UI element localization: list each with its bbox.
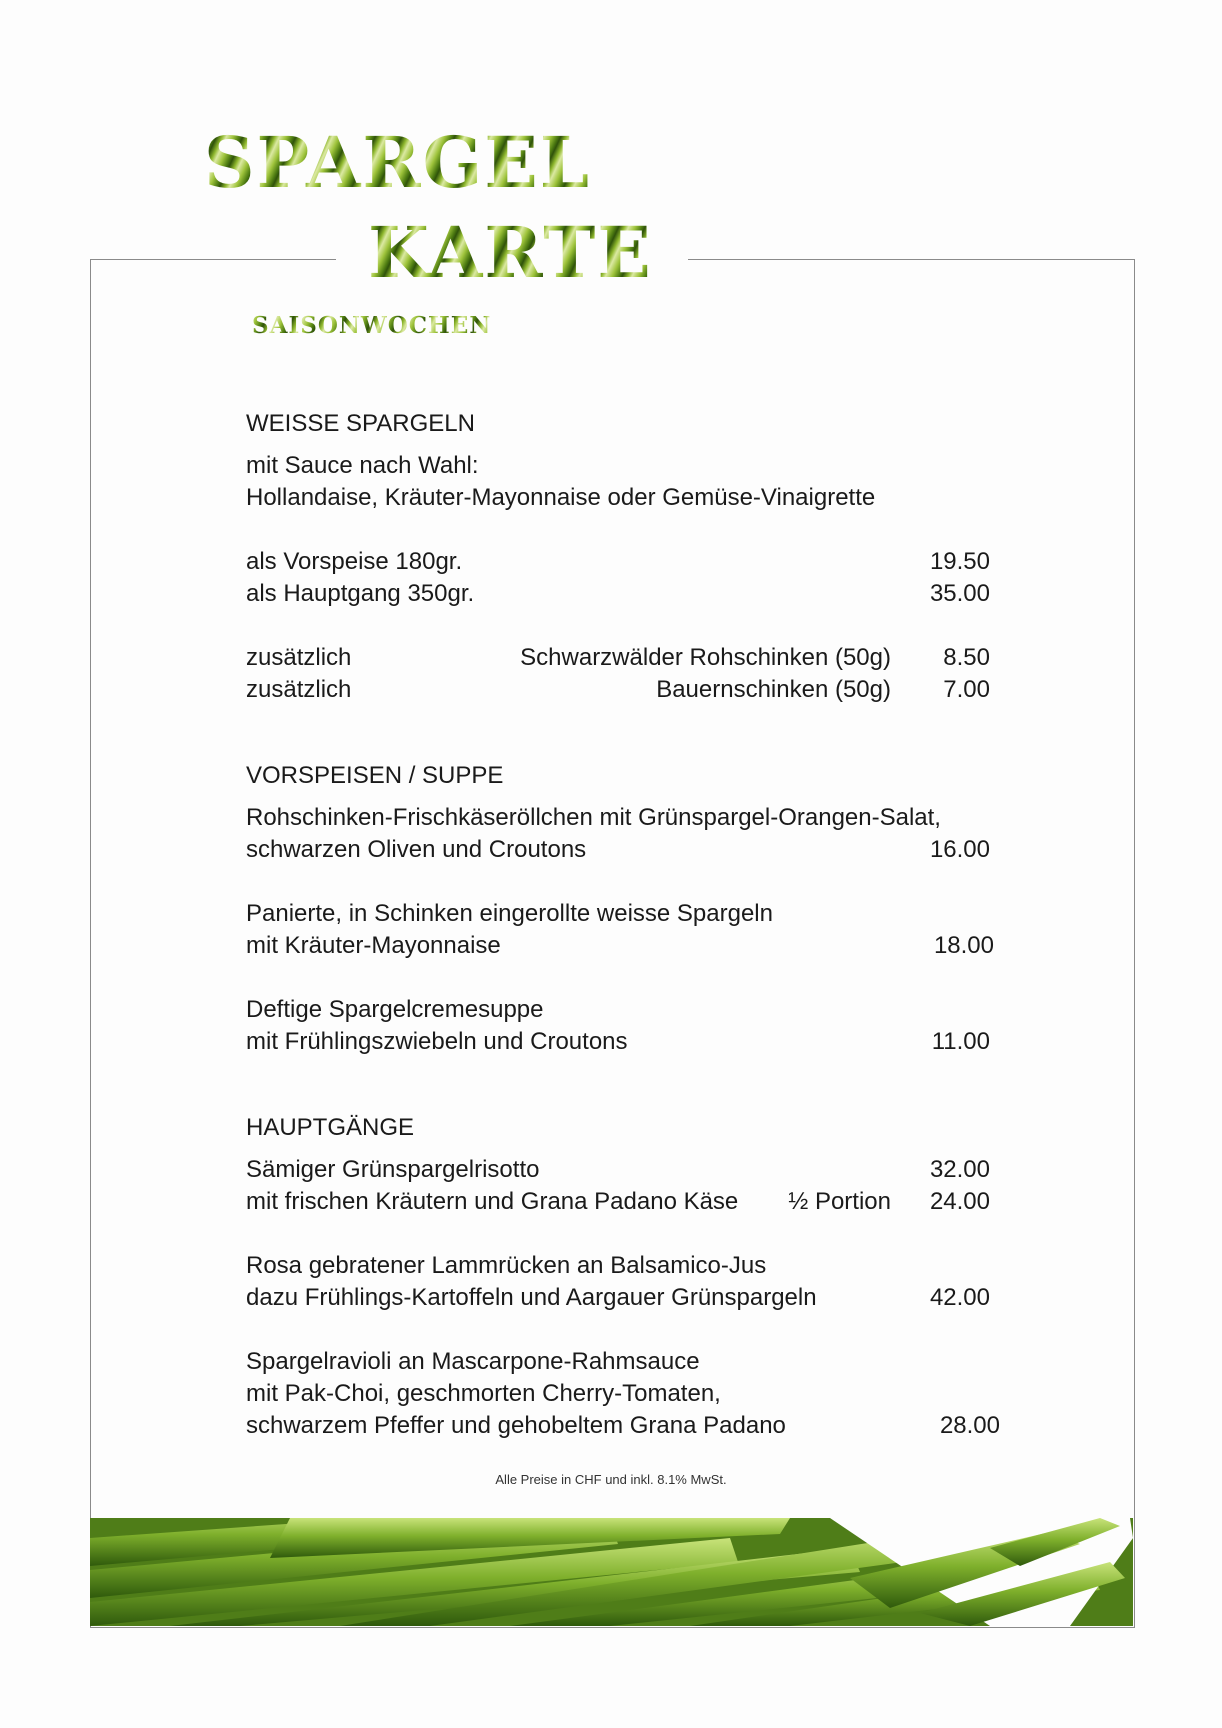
dish-description: dazu Frühlings-Kartoffeln und Aargauer Grünspargeln: [246, 1284, 817, 1311]
section-title-weisse: WEISSE SPARGELN: [246, 410, 475, 437]
weisse-sauce-options: Hollandaise, Kräuter-Mayonnaise oder Gemüse-Vinaigrette: [246, 484, 876, 511]
dish-line: [246, 930, 1006, 962]
dish-line: Rohschinken-Frischkäseröllchen mit Grünspargel-Orangen-Salat,: [246, 804, 941, 831]
extra-row: [246, 642, 1006, 674]
dish-description: schwarzem Pfeffer und gehobeltem Grana Padano: [246, 1412, 786, 1439]
dish-price: 11.00: [931, 1028, 990, 1055]
extra-item: Schwarzwälder Rohschinken (50g): [520, 644, 891, 671]
subtitle-saisonwochen: SAISONWOCHEN: [252, 312, 492, 339]
dish-description: mit frischen Kräutern und Grana Padano Käse: [246, 1188, 739, 1215]
dish-line: [246, 834, 1006, 866]
portion-label: als Vorspeise 180gr.: [246, 548, 463, 575]
dish-price: 42.00: [929, 1284, 990, 1311]
title-spargel: SPARGEL: [204, 121, 591, 204]
extra-item: Bauernschinken (50g): [656, 676, 891, 703]
menu-content: [246, 408, 1006, 1442]
weisse-sauce-line: mit Sauce nach Wahl:: [246, 452, 479, 479]
portion-label: als Hauptgang 350gr.: [246, 580, 475, 607]
dish-line: Panierte, in Schinken eingerollte weisse Spargeln: [246, 900, 773, 927]
dish-description: mit Frühlingszwiebeln und Croutons: [246, 1028, 628, 1055]
section-title-haupt: HAUPTGÄNGE: [246, 1114, 415, 1141]
dish-line: [246, 1410, 1006, 1442]
dish-line: Spargelravioli an Mascarpone-Rahmsauce: [246, 1348, 700, 1375]
dish-name: Sämiger Grünspargelrisotto: [246, 1156, 540, 1183]
dish-line: [246, 1154, 1006, 1186]
portion-price: 19.50: [929, 548, 990, 575]
dish-description: mit Kräuter-Mayonnaise: [246, 932, 501, 959]
dish-line: [246, 1282, 1006, 1314]
dish-line: Rosa gebratener Lammrücken an Balsamico-Jus: [246, 1252, 767, 1279]
portion-price: 35.00: [929, 580, 990, 607]
portion-row: [246, 578, 1006, 610]
extra-label: zusätzlich: [246, 676, 352, 703]
half-portion-label: ½ Portion: [788, 1188, 891, 1215]
asparagus-banner: [90, 1518, 1133, 1626]
dish-line: [246, 1026, 1006, 1058]
price-note: Alle Preise in CHF und inkl. 8.1% MwSt.: [495, 1472, 727, 1487]
extra-label: zusätzlich: [246, 644, 352, 671]
dish-description: schwarzen Oliven und Croutons: [246, 836, 587, 863]
extra-price: 8.50: [943, 644, 990, 671]
dish-price: 32.00: [929, 1156, 990, 1183]
dish-line: [246, 1186, 1006, 1218]
section-title-vorspeisen: VORSPEISEN / SUPPE: [246, 762, 504, 789]
dish-line: mit Pak-Choi, geschmorten Cherry-Tomaten,: [246, 1380, 721, 1407]
title-karte: KARTE: [368, 211, 653, 294]
portion-row: [246, 546, 1006, 578]
half-portion-price: 24.00: [929, 1188, 990, 1215]
extra-price: 7.00: [943, 676, 990, 703]
extra-row: [246, 674, 1006, 706]
dish-line: Deftige Spargelcremesuppe: [246, 996, 544, 1023]
dish-price: 16.00: [929, 836, 990, 863]
dish-price: 18.00: [933, 932, 994, 959]
dish-price: 28.00: [939, 1412, 1000, 1439]
